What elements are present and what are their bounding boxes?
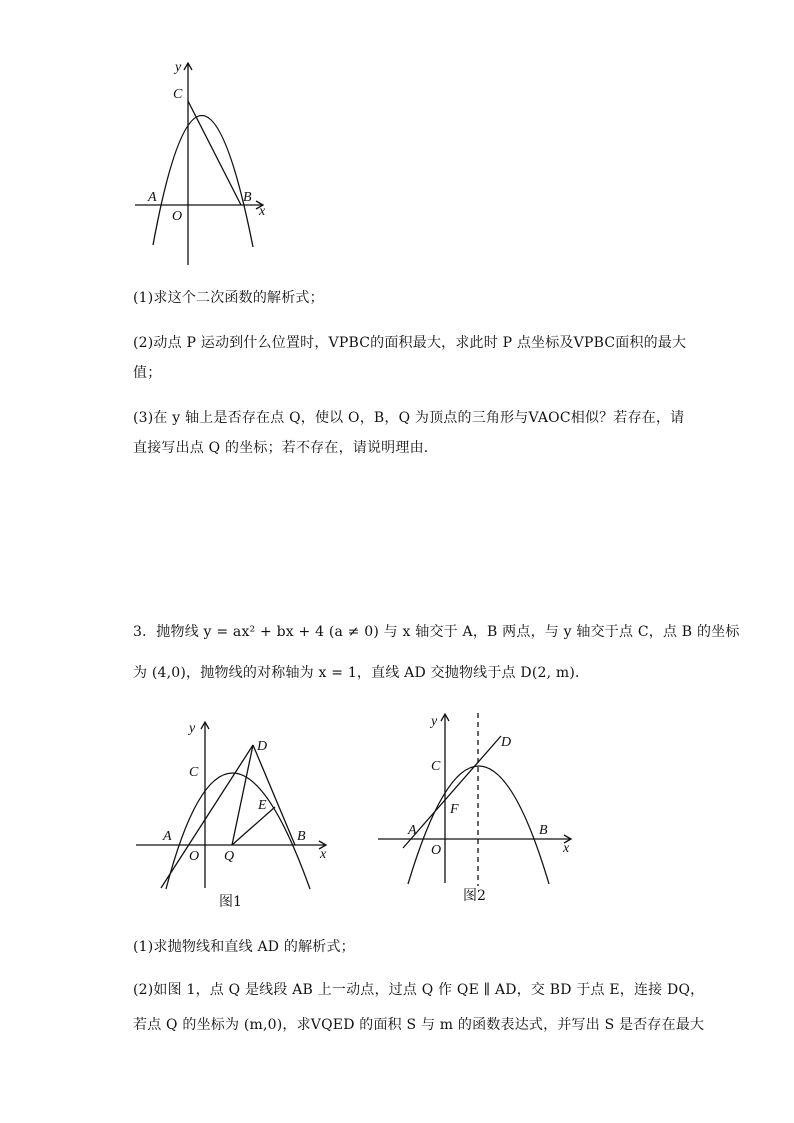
label-c: C xyxy=(189,765,199,780)
q3-stem-line2: 为 (4,0)，抛物线的对称轴为 x = 1，直线 AD 交抛物线于点 D(2, m)． xyxy=(133,665,590,681)
label-c: C xyxy=(431,759,441,774)
figure-top-parabola xyxy=(125,55,285,270)
label-q: Q xyxy=(224,849,235,864)
label-x: x xyxy=(563,841,570,856)
label-y: y xyxy=(189,721,196,736)
figure-2 xyxy=(375,708,585,913)
line-ad xyxy=(403,736,501,848)
label-a: A xyxy=(148,190,157,205)
label-o: O xyxy=(189,849,200,864)
label-b: B xyxy=(539,823,548,838)
q3-part2-line1: (2)如图 1，点 Q 是线段 AB 上一动点，过点 Q 作 QE ∥ AD，交 BD 于点 E，连接 DQ， xyxy=(133,982,705,998)
label-c: C xyxy=(173,87,183,102)
label-o: O xyxy=(431,843,442,858)
line-ad xyxy=(161,745,253,888)
label-d: D xyxy=(257,739,268,754)
figure-2-caption: 图2 xyxy=(463,888,486,904)
q2-part2-line2: 值； xyxy=(133,365,162,381)
q2-part3-line2: 直接写出点 Q 的坐标；若不存在，请说明理由． xyxy=(133,440,438,456)
label-a: A xyxy=(408,823,417,838)
label-d: D xyxy=(501,735,512,750)
q3-stem-line1: 3．抛物线 y = ax² + bx + 4 (a ≠ 0) 与 x 轴交于 A，B 两点，与 y 轴交于点 C，点 B 的坐标 xyxy=(133,624,740,640)
q2-part2-line1: (2)动点 P 运动到什么位置时，VPBC的面积最大，求此时 P 点坐标及VPBC面积的最大 xyxy=(133,335,687,351)
q2-part1: (1)求这个二次函数的解析式； xyxy=(133,290,324,306)
label-y: y xyxy=(175,60,182,75)
segment-db xyxy=(253,745,295,845)
label-b: B xyxy=(297,829,306,844)
q3-part2-line2: 若点 Q 的坐标为 (m,0)，求VQED 的面积 S 与 m 的函数表达式，并写出 S 是否存在最大 xyxy=(133,1017,705,1033)
label-a: A xyxy=(163,829,172,844)
figure-1-caption: 图1 xyxy=(219,894,242,910)
parabola-curve xyxy=(166,773,310,889)
parabola-curve xyxy=(153,115,253,247)
label-f: F xyxy=(450,802,459,817)
label-b: B xyxy=(243,190,252,205)
label-x: x xyxy=(320,847,327,862)
segment-cb xyxy=(188,101,241,205)
q3-part1: (1)求抛物线和直线 AD 的解析式； xyxy=(133,939,355,955)
label-o: O xyxy=(172,209,183,224)
label-e: E xyxy=(258,798,267,813)
q2-part3-line1: (3)在 y 轴上是否存在点 Q，使以 O，B，Q 为顶点的三角形与VAOC相似？若存在，请 xyxy=(133,410,685,426)
label-x: x xyxy=(259,204,266,219)
figure-1 xyxy=(130,712,340,917)
label-y: y xyxy=(431,714,438,729)
